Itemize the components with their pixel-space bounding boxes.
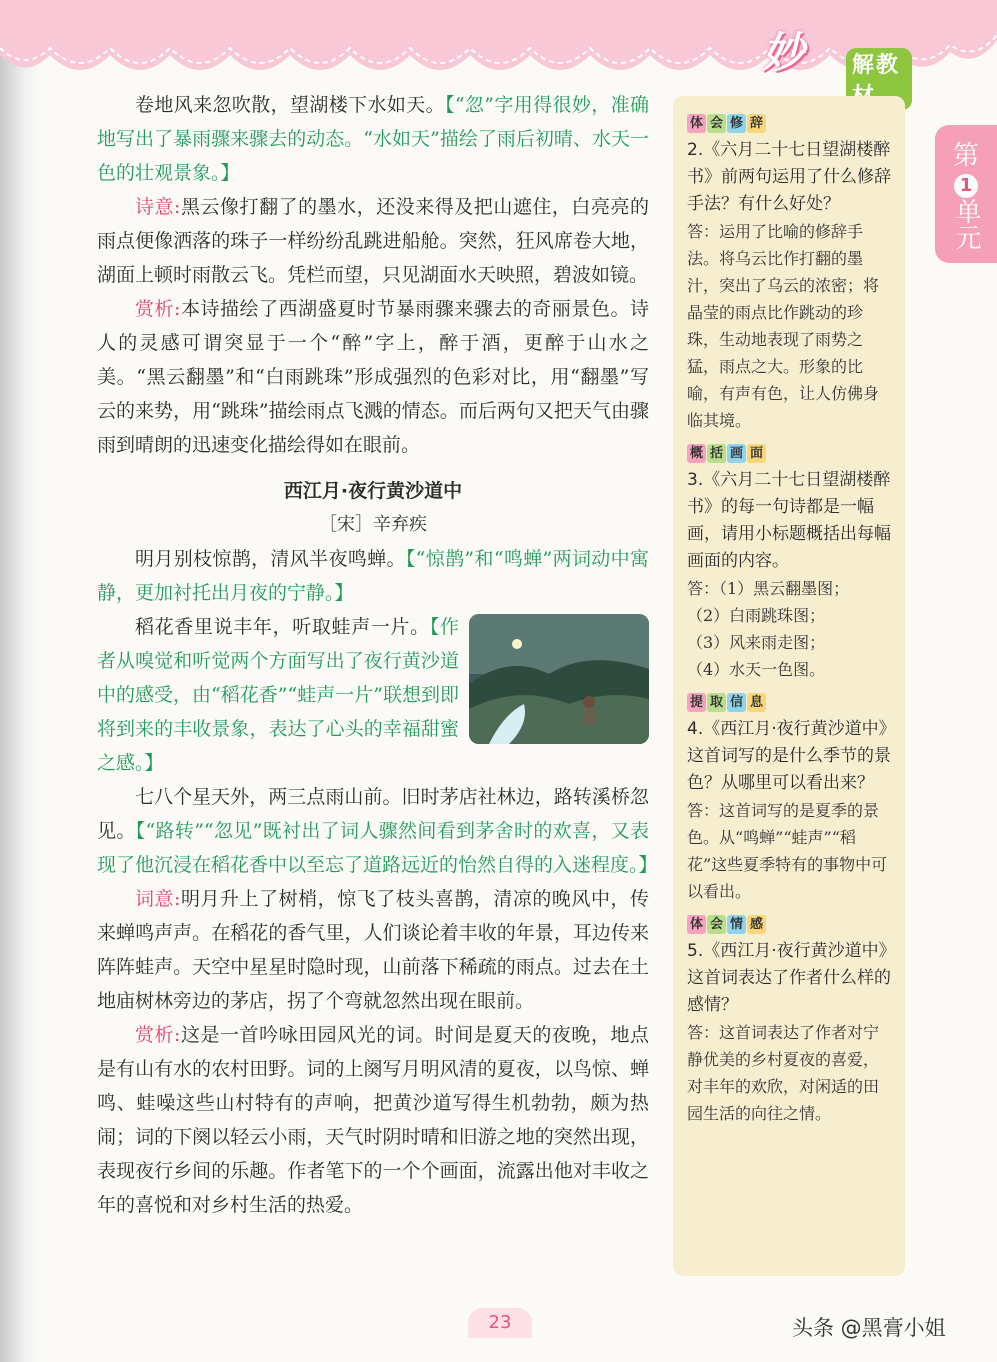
poem-line: 明月别枝惊鹊，清风半夜鸣蝉。 — [135, 548, 406, 570]
poem-line: 七八个星天外，两三点雨山前。旧时茅店社林边，路转溪桥忽见。 — [97, 786, 649, 842]
unit-tab-number: 1 — [954, 174, 978, 198]
appreciation-text: 这是一首吟咏田园风光的词。时间是夏天的夜晚，地点是有山有水的农村田野。词的上阕写月明风清的夏夜，以鸟惊、蝉鸣、蛙噪这些山村特有的声响，把黄沙道写得生机勃勃，颇为热闹；词的下阕以轻云小雨，天气时阴时晴和旧游之地的突然出现，表现夜行乡间的乐趣。作者笔下的一个个画面，流露出他对丰收之年的喜悦和对乡村生活的热爱。 — [97, 1024, 649, 1216]
question-text: 5.《西江月·夜行黄沙道中》这首词表达了作者什么样的感情？ — [687, 941, 891, 1015]
page-spine-shadow — [0, 0, 40, 1362]
tag-char: 取 — [707, 693, 726, 712]
tag-char: 会 — [707, 114, 726, 133]
appreciation-paragraph — [97, 292, 649, 462]
answer-list — [687, 575, 891, 683]
tag-char: 画 — [727, 444, 746, 463]
answer-text: 答：运用了比喻的修辞手法。将乌云比作打翻的墨汁，突出了乌云的浓密；将晶莹的雨点比作跳动的珍珠，生动地表现了雨势之猛，雨点之大。形象的比喻，有声有色，让人仿佛身临其境。 — [687, 222, 880, 430]
poem-line-paragraph — [97, 780, 658, 882]
meaning-text: 明月升上了树梢，惊飞了枝头喜鹊，清凉的晚风中，传来蝉鸣声声。在稻花的香气里，人们谈论着丰收的年景，耳边传来阵阵蛙声。天空中星星时隐时现，山前落下稀疏的雨点。过去在土地庙树林旁边的茅店，拐了个弯就忽然出现在眼前。 — [97, 888, 649, 1012]
tag-char: 感 — [747, 915, 766, 934]
meaning-text: 黑云像打翻了的墨水，还没来得及把山遮住，白亮亮的雨点便像洒落的珠子一样纷纷乱跳进船舱。突然，狂风席卷大地，湖面上顿时雨散云飞。凭栏而望，只见湖面水天映照，碧波如镜。 — [97, 196, 649, 286]
question-text: 2.《六月二十七日望湖楼醉书》前两句运用了什么修辞手法？有什么好处？ — [687, 140, 891, 214]
section-tag-extract — [687, 691, 767, 712]
meaning-paragraph — [97, 190, 649, 292]
tag-char: 情 — [727, 915, 746, 934]
tag-char: 面 — [747, 444, 766, 463]
brand-logo-text: 解教 — [846, 48, 912, 110]
poem-line-paragraph — [97, 88, 649, 190]
section-tag-summarize — [687, 442, 767, 463]
watermark: 头条 @黑膏小姐 — [792, 1316, 946, 1340]
poem-line-paragraph — [97, 542, 649, 610]
main-column — [97, 88, 658, 1222]
annotation-note: 【“惊鹊”和“鸣蝉”两词动中寓静，更加衬托出月夜的宁静。】 — [97, 548, 649, 604]
appreciation-label: 赏析: — [135, 1024, 181, 1046]
unit-tab-unit: 单元 — [951, 198, 981, 250]
tag-char: 修 — [727, 114, 746, 133]
tag-char: 概 — [687, 444, 706, 463]
poem-author: ［宋］辛弃疾 — [319, 514, 427, 535]
tag-char: 息 — [747, 693, 766, 712]
brand-logo-miao: 妙 — [762, 28, 805, 77]
poem-title: 西江月·夜行黄沙道中 — [283, 480, 463, 502]
answer-line: （2）白雨跳珠图； — [687, 606, 826, 625]
unit-tab-di: 第 — [952, 141, 979, 171]
section-tag-emotion — [687, 913, 767, 934]
tag-char: 会 — [707, 915, 726, 934]
answer-text: 答：这首词写的是夏季的景色。从“鸣蝉”“蛙声”“稻花”这些夏季特有的事物中可以看出。 — [687, 801, 888, 901]
appreciation-paragraph — [97, 1018, 649, 1222]
section-tag-rhetoric — [687, 112, 767, 133]
question-text: 4.《西江月·夜行黄沙道中》这首词写的是什么季节的景色？从哪里可以看出来？ — [687, 719, 891, 793]
poem-line: 稻花香里说丰年，听取蛙声一片。 — [135, 616, 430, 638]
answer-line: （3）风来雨走图； — [687, 633, 826, 652]
annotation-note: 【“路转”“忽见”既衬出了词人骤然间看到茅舍时的欢喜，又表现了他沉浸在稻花香中以至忘了道路远近的怡然自得的入迷程度。】 — [97, 820, 658, 876]
annotation-note: 【“忽”字用得很妙，准确地写出了暴雨骤来骤去的动态。“水如天”描绘了雨后初晴、水天一色的壮观景象。】 — [97, 94, 649, 184]
night-landscape-illustration — [469, 614, 649, 744]
question-text: 3.《六月二十七日望湖楼醉书》的每一句诗都是一幅画，请用小标题概括出每幅画面的内容。 — [687, 470, 891, 571]
unit-tab — [935, 125, 997, 263]
answer-line: （4）水天一色图。 — [687, 660, 826, 679]
brand-logo — [762, 20, 912, 90]
tag-char: 提 — [687, 693, 706, 712]
annotation-note: 【作者从嗅觉和听觉两个方面写出了夜行黄沙道中的感受，由“稻花香”“蛙声一片”联想到即将到来的丰收景象，表达了心头的幸福甜蜜之感。】 — [97, 616, 459, 774]
tag-char: 体 — [687, 915, 706, 934]
tag-char: 体 — [687, 114, 706, 133]
exercise-sidebar — [673, 96, 905, 1276]
answer-text: 答：这首词表达了作者对宁静优美的乡村夏夜的喜爱，对丰年的欢欣，对闲适的田园生活的向往之情。 — [687, 1023, 880, 1123]
tag-char: 辞 — [747, 114, 766, 133]
answer-line: 答：（1）黑云翻墨图； — [687, 579, 850, 598]
appreciation-text: 本诗描绘了西湖盛夏时节暴雨骤来骤去的奇丽景色。诗人的灵感可谓突显于一个“醉”字上，醉于酒，更醉于山水之美。“黑云翻墨”和“白雨跳珠”形成强烈的色彩对比，用“翻墨”写云的来势，用“跳珠”描绘雨点飞溅的情态。而后两句又把天气由骤雨到晴朗的迅速变化描绘得如在眼前。 — [97, 298, 649, 456]
poem-line: 卷地风来忽吹散，望湖楼下水如天。 — [135, 94, 445, 116]
tag-char: 信 — [727, 693, 746, 712]
meaning-paragraph — [97, 882, 649, 1018]
appreciation-label: 赏析: — [135, 298, 181, 320]
tag-char: 括 — [707, 444, 726, 463]
meaning-label: 词意: — [135, 888, 181, 910]
meaning-label: 诗意: — [135, 196, 181, 218]
page-number: 23 — [468, 1308, 532, 1338]
